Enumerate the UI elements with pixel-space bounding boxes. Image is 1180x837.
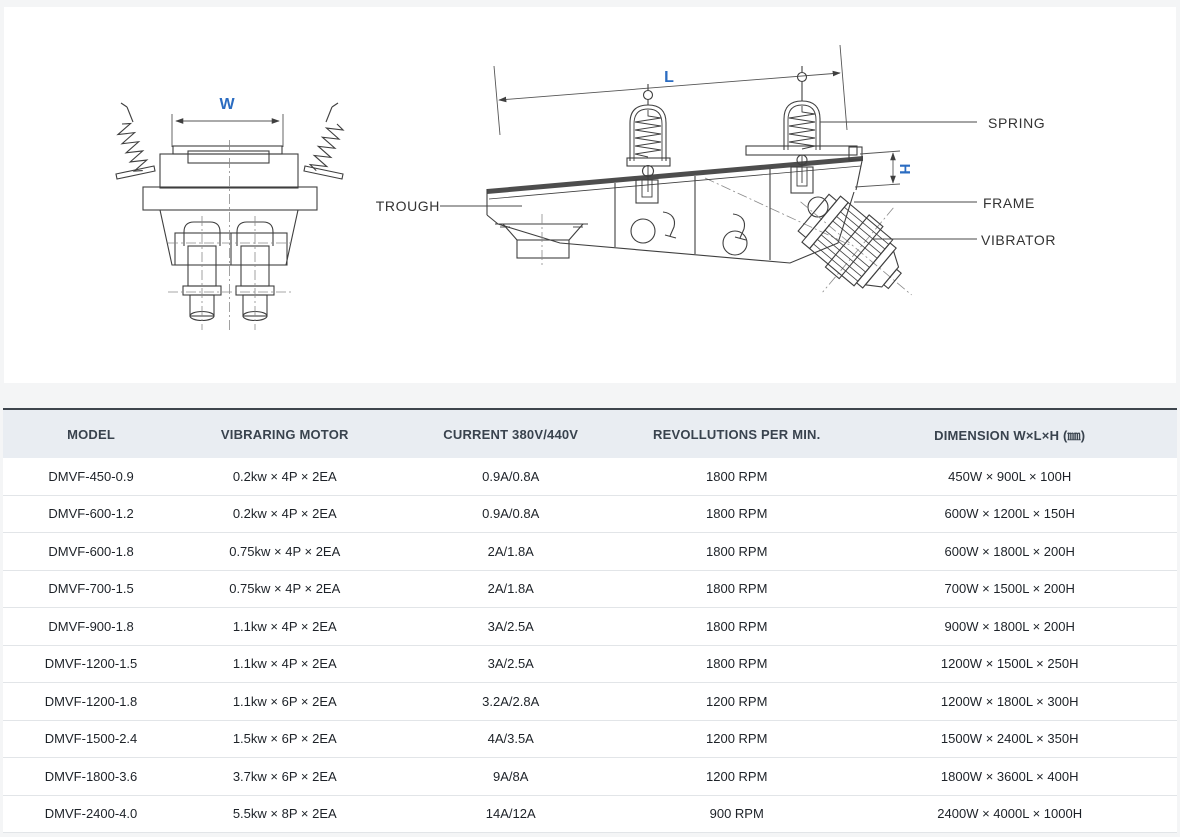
table-cell: 0.2kw × 4P × 2EA [179,495,390,533]
spring-label: SPRING [988,115,1046,131]
table-cell: 1.1kw × 4P × 2EA [179,645,390,683]
table-cell: 600W × 1200L × 150H [842,495,1177,533]
table-cell: 1200W × 1500L × 250H [842,645,1177,683]
table-cell: 2A/1.8A [390,570,631,608]
dimension-l-label: L [664,69,674,86]
leader-lines [440,122,977,239]
table-cell: 1800W × 3600L × 400H [842,758,1177,796]
side-view-diagram [440,45,977,337]
top-plate [173,146,282,154]
table-row [3,570,1177,608]
table-cell: 1.5kw × 6P × 2EA [179,720,390,758]
table-cell: DMVF-1800-3.6 [3,758,179,796]
table-cell: DMVF-600-1.2 [3,495,179,533]
table-cell: 1800 RPM [631,458,842,495]
table-row [3,495,1177,533]
header-current: CURRENT 380V/440V [390,409,631,458]
table-row [3,795,1177,833]
dimension-w-label: W [219,96,235,113]
table-cell: 5.5kw × 8P × 2EA [179,795,390,833]
table-cell: 2400W × 4000L × 1000H [842,795,1177,833]
table-cell: 1800 RPM [631,495,842,533]
table-cell: DMVF-1500-2.4 [3,720,179,758]
table-cell: 1200 RPM [631,683,842,721]
table-cell: 1.1kw × 6P × 2EA [179,683,390,721]
feeder-body [160,154,298,188]
table-cell: 3.2A/2.8A [390,683,631,721]
vibrator-label: VIBRATOR [981,232,1057,248]
table-cell: DMVF-1200-1.5 [3,645,179,683]
table-cell: 0.75kw × 4P × 2EA [179,570,390,608]
spring-unit-2 [746,66,857,193]
l-dimension [494,45,847,135]
table-cell: 1200W × 1800L × 300H [842,683,1177,721]
table-cell: 1800 RPM [631,533,842,571]
table-cell: DMVF-600-1.8 [3,533,179,571]
table-cell: 700W × 1500L × 200H [842,570,1177,608]
table-cell: 1200 RPM [631,758,842,796]
suspension-spring-left [115,103,155,179]
table-cell: 0.2kw × 4P × 2EA [179,458,390,495]
header-rpm: REVOLLUTIONS PER MIN. [631,409,842,458]
table-cell: DMVF-900-1.8 [3,608,179,646]
table-row [3,683,1177,721]
table-cell: 1800 RPM [631,570,842,608]
table-cell: DMVF-1200-1.8 [3,683,179,721]
table-cell: 3A/2.5A [390,608,631,646]
table-cell: 0.9A/0.8A [390,458,631,495]
table-cell: 0.9A/0.8A [390,495,631,533]
suspension-spring-right [304,103,344,179]
table-row [3,608,1177,646]
diagram-card [4,7,1176,383]
table-cell: 1800 RPM [631,608,842,646]
vibrator-motor-side [765,160,947,337]
discharge-hopper [495,214,588,268]
table-cell: 9A/8A [390,758,631,796]
table-cell: DMVF-700-1.5 [3,570,179,608]
table-cell: 2A/1.8A [390,533,631,571]
table-cell: 3.7kw × 6P × 2EA [179,758,390,796]
table-cell: DMVF-2400-4.0 [3,795,179,833]
w-dimension [172,114,283,147]
table-cell: 1200 RPM [631,720,842,758]
table-cell: 600W × 1800L × 200H [842,533,1177,571]
table-row [3,720,1177,758]
frame-label: FRAME [983,195,1035,211]
header-model: MODEL [3,409,179,458]
table-cell: DMVF-450-0.9 [3,458,179,495]
dimension-h-label: H [896,163,913,175]
table-cell: 3A/2.5A [390,645,631,683]
table-cell: 4A/3.5A [390,720,631,758]
table-row [3,645,1177,683]
table-cell: 1500W × 2400L × 350H [842,720,1177,758]
table-row [3,458,1177,495]
table-cell: 1.1kw × 4P × 2EA [179,608,390,646]
spec-table [3,408,1177,833]
table-cell: 450W × 900L × 100H [842,458,1177,495]
table-row [3,758,1177,796]
table-cell: 0.75kw × 4P × 2EA [179,533,390,571]
header-dimension: DIMENSION W×L×H (㎜) [842,409,1177,458]
spec-table-header-row [3,409,1177,458]
trough-label: TROUGH [375,198,440,214]
table-row [3,533,1177,571]
table-cell: 900W × 1800L × 200H [842,608,1177,646]
table-cell: 14A/12A [390,795,631,833]
spec-table-body [3,458,1177,833]
table-cell: 1800 RPM [631,645,842,683]
table-cell: 900 RPM [631,795,842,833]
front-view-diagram [115,103,345,332]
header-vibrating-motor: VIBRARING MOTOR [179,409,390,458]
